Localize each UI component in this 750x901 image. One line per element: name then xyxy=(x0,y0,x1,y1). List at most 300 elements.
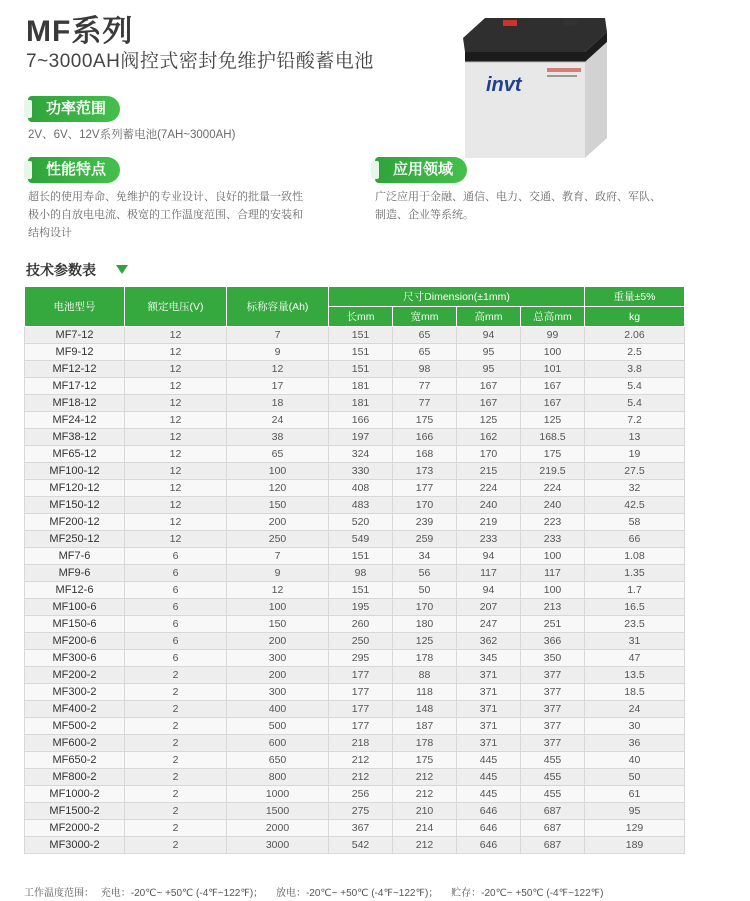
cell-weight: 47 xyxy=(585,650,685,667)
cell-capacity: 150 xyxy=(227,497,329,514)
cell-model: MF1500-2 xyxy=(25,803,125,820)
cell-model: MF150-12 xyxy=(25,497,125,514)
applications-heading: 应用领域 xyxy=(375,157,467,183)
cell-width: 56 xyxy=(393,565,457,582)
cell-weight: 189 xyxy=(585,837,685,854)
cell-total-height: 219.5 xyxy=(521,463,585,480)
cell-total-height: 100 xyxy=(521,344,585,361)
cell-weight: 1.08 xyxy=(585,548,685,565)
cell-width: 88 xyxy=(393,667,457,684)
cell-length: 367 xyxy=(329,820,393,837)
cell-model: MF400-2 xyxy=(25,701,125,718)
cell-length: 177 xyxy=(329,684,393,701)
cell-total-height: 100 xyxy=(521,582,585,599)
cell-voltage: 2 xyxy=(125,752,227,769)
cell-voltage: 12 xyxy=(125,412,227,429)
cell-length: 177 xyxy=(329,718,393,735)
cell-height: 371 xyxy=(457,718,521,735)
cell-capacity: 250 xyxy=(227,531,329,548)
cell-total-height: 167 xyxy=(521,395,585,412)
cell-height: 162 xyxy=(457,429,521,446)
cell-voltage: 2 xyxy=(125,667,227,684)
operating-temperature xyxy=(24,884,614,899)
cell-total-height: 167 xyxy=(521,378,585,395)
cell-total-height: 168.5 xyxy=(521,429,585,446)
cell-model: MF7-12 xyxy=(25,327,125,344)
cell-height: 233 xyxy=(457,531,521,548)
cell-weight: 5.4 xyxy=(585,378,685,395)
cell-weight: 40 xyxy=(585,752,685,769)
cell-width: 259 xyxy=(393,531,457,548)
cell-voltage: 12 xyxy=(125,514,227,531)
features-heading: 性能特点 xyxy=(28,157,120,183)
table-row xyxy=(25,735,685,752)
cell-width: 175 xyxy=(393,412,457,429)
cell-weight: 66 xyxy=(585,531,685,548)
cell-voltage: 6 xyxy=(125,565,227,582)
cell-capacity: 17 xyxy=(227,378,329,395)
cell-total-height: 377 xyxy=(521,667,585,684)
cell-length: 295 xyxy=(329,650,393,667)
cell-model: MF800-2 xyxy=(25,769,125,786)
battery-product-image xyxy=(455,10,615,160)
cell-total-height: 101 xyxy=(521,361,585,378)
cell-model: MF150-6 xyxy=(25,616,125,633)
cell-height: 125 xyxy=(457,412,521,429)
cell-capacity: 12 xyxy=(227,582,329,599)
cell-model: MF100-6 xyxy=(25,599,125,616)
cell-model: MF100-12 xyxy=(25,463,125,480)
cell-voltage: 6 xyxy=(125,548,227,565)
cell-width: 50 xyxy=(393,582,457,599)
power-range-heading: 功率范围 xyxy=(28,96,120,122)
features-line-2: 极小的自放电电流、极宽的工作温度范围、合理的安装和 xyxy=(28,209,303,221)
table-row xyxy=(25,412,685,429)
cell-weight: 1.7 xyxy=(585,582,685,599)
cell-voltage: 12 xyxy=(125,463,227,480)
features-line-1: 超长的使用寿命、免维护的专业设计、良好的批量一致性 xyxy=(28,191,303,203)
table-row xyxy=(25,565,685,582)
power-range-text: 2V、6V、12V系列蓄电池(7AH~3000AH) xyxy=(28,129,236,141)
cell-voltage: 2 xyxy=(125,718,227,735)
cell-width: 178 xyxy=(393,735,457,752)
cell-total-height: 687 xyxy=(521,820,585,837)
spec-table-title: 技术参数表 xyxy=(26,262,96,278)
cell-height: 94 xyxy=(457,582,521,599)
page-title: MF系列 xyxy=(26,15,134,48)
cell-length: 483 xyxy=(329,497,393,514)
table-row xyxy=(25,786,685,803)
cell-height: 646 xyxy=(457,803,521,820)
cell-total-height: 100 xyxy=(521,548,585,565)
cell-weight: 23.5 xyxy=(585,616,685,633)
cell-height: 362 xyxy=(457,633,521,650)
cell-voltage: 2 xyxy=(125,735,227,752)
cell-total-height: 223 xyxy=(521,514,585,531)
cell-model: MF65-12 xyxy=(25,446,125,463)
header-capacity: 标称容量(Ah) xyxy=(227,287,329,327)
cell-voltage: 6 xyxy=(125,599,227,616)
cell-length: 151 xyxy=(329,344,393,361)
cell-height: 240 xyxy=(457,497,521,514)
cell-width: 210 xyxy=(393,803,457,820)
cell-voltage: 12 xyxy=(125,531,227,548)
cell-length: 549 xyxy=(329,531,393,548)
cell-length: 151 xyxy=(329,327,393,344)
cell-total-height: 687 xyxy=(521,803,585,820)
cell-width: 166 xyxy=(393,429,457,446)
cell-length: 151 xyxy=(329,361,393,378)
cell-voltage: 6 xyxy=(125,633,227,650)
cell-capacity: 300 xyxy=(227,684,329,701)
cell-weight: 7.2 xyxy=(585,412,685,429)
cell-model: MF200-6 xyxy=(25,633,125,650)
cell-voltage: 12 xyxy=(125,361,227,378)
table-row xyxy=(25,361,685,378)
cell-width: 77 xyxy=(393,378,457,395)
table-row xyxy=(25,497,685,514)
cell-voltage: 12 xyxy=(125,327,227,344)
cell-width: 65 xyxy=(393,344,457,361)
cell-height: 445 xyxy=(457,752,521,769)
cell-model: MF300-2 xyxy=(25,684,125,701)
cell-voltage: 6 xyxy=(125,650,227,667)
cell-width: 65 xyxy=(393,327,457,344)
table-row xyxy=(25,344,685,361)
cell-weight: 27.5 xyxy=(585,463,685,480)
table-row xyxy=(25,650,685,667)
cell-height: 94 xyxy=(457,548,521,565)
cell-length: 260 xyxy=(329,616,393,633)
cell-voltage: 12 xyxy=(125,480,227,497)
table-row xyxy=(25,820,685,837)
header-length: 长mm xyxy=(329,307,393,327)
cell-capacity: 12 xyxy=(227,361,329,378)
cell-height: 167 xyxy=(457,378,521,395)
cell-width: 173 xyxy=(393,463,457,480)
cell-width: 170 xyxy=(393,497,457,514)
cell-voltage: 12 xyxy=(125,446,227,463)
cell-capacity: 150 xyxy=(227,616,329,633)
cell-length: 218 xyxy=(329,735,393,752)
applications-line-1: 广泛应用于金融、通信、电力、交通、教育、政府、军队、 xyxy=(375,191,661,203)
cell-model: MF38-12 xyxy=(25,429,125,446)
cell-total-height: 377 xyxy=(521,718,585,735)
cell-width: 148 xyxy=(393,701,457,718)
cell-total-height: 233 xyxy=(521,531,585,548)
cell-length: 275 xyxy=(329,803,393,820)
cell-capacity: 400 xyxy=(227,701,329,718)
applications-line-2: 制造、企业等系统。 xyxy=(375,209,474,221)
cell-width: 125 xyxy=(393,633,457,650)
table-row xyxy=(25,548,685,565)
cell-width: 118 xyxy=(393,684,457,701)
header-width: 宽mm xyxy=(393,307,457,327)
cell-capacity: 7 xyxy=(227,548,329,565)
cell-capacity: 200 xyxy=(227,667,329,684)
cell-length: 177 xyxy=(329,667,393,684)
cell-total-height: 117 xyxy=(521,565,585,582)
cell-weight: 50 xyxy=(585,769,685,786)
cell-model: MF12-6 xyxy=(25,582,125,599)
cell-voltage: 2 xyxy=(125,701,227,718)
table-row xyxy=(25,752,685,769)
cell-capacity: 65 xyxy=(227,446,329,463)
cell-height: 646 xyxy=(457,837,521,854)
cell-height: 371 xyxy=(457,735,521,752)
cell-height: 117 xyxy=(457,565,521,582)
cell-weight: 1.35 xyxy=(585,565,685,582)
spec-table xyxy=(24,286,685,854)
cell-model: MF300-6 xyxy=(25,650,125,667)
cell-total-height: 99 xyxy=(521,327,585,344)
cell-weight: 129 xyxy=(585,820,685,837)
cell-capacity: 18 xyxy=(227,395,329,412)
cell-capacity: 3000 xyxy=(227,837,329,854)
table-row xyxy=(25,769,685,786)
cell-capacity: 9 xyxy=(227,565,329,582)
cell-capacity: 7 xyxy=(227,327,329,344)
cell-weight: 32 xyxy=(585,480,685,497)
cell-height: 167 xyxy=(457,395,521,412)
cell-voltage: 6 xyxy=(125,582,227,599)
cell-height: 445 xyxy=(457,786,521,803)
cell-weight: 36 xyxy=(585,735,685,752)
header-model: 电池型号 xyxy=(25,287,125,327)
spec-table-body xyxy=(25,327,685,854)
cell-width: 98 xyxy=(393,361,457,378)
footer-discharge: 放电：-20℃~ +50℃ (-4℉~122℉)； xyxy=(275,888,439,899)
cell-weight: 31 xyxy=(585,633,685,650)
cell-total-height: 366 xyxy=(521,633,585,650)
cell-height: 345 xyxy=(457,650,521,667)
cell-total-height: 224 xyxy=(521,480,585,497)
table-row xyxy=(25,429,685,446)
cell-total-height: 455 xyxy=(521,752,585,769)
cell-weight: 5.4 xyxy=(585,395,685,412)
cell-voltage: 2 xyxy=(125,684,227,701)
cell-height: 95 xyxy=(457,361,521,378)
header-total-height: 总高mm xyxy=(521,307,585,327)
header-kg: kg xyxy=(585,307,685,327)
cell-model: MF250-12 xyxy=(25,531,125,548)
cell-weight: 19 xyxy=(585,446,685,463)
cell-model: MF24-12 xyxy=(25,412,125,429)
cell-total-height: 455 xyxy=(521,786,585,803)
header-weight: 重量±5% xyxy=(585,287,685,307)
cell-capacity: 650 xyxy=(227,752,329,769)
table-row xyxy=(25,667,685,684)
cell-total-height: 125 xyxy=(521,412,585,429)
table-row xyxy=(25,480,685,497)
cell-model: MF12-12 xyxy=(25,361,125,378)
cell-capacity: 9 xyxy=(227,344,329,361)
cell-length: 195 xyxy=(329,599,393,616)
cell-weight: 18.5 xyxy=(585,684,685,701)
table-row xyxy=(25,514,685,531)
cell-weight: 42.5 xyxy=(585,497,685,514)
cell-length: 197 xyxy=(329,429,393,446)
cell-width: 214 xyxy=(393,820,457,837)
cell-capacity: 100 xyxy=(227,463,329,480)
cell-weight: 2.06 xyxy=(585,327,685,344)
cell-weight: 2.5 xyxy=(585,344,685,361)
cell-length: 330 xyxy=(329,463,393,480)
cell-capacity: 800 xyxy=(227,769,329,786)
cell-length: 256 xyxy=(329,786,393,803)
cell-height: 94 xyxy=(457,327,521,344)
cell-length: 181 xyxy=(329,378,393,395)
cell-voltage: 12 xyxy=(125,395,227,412)
cell-model: MF17-12 xyxy=(25,378,125,395)
footer-charge: 充电：-20℃~ +50℃ (-4℉~122℉)； xyxy=(100,888,264,899)
table-row xyxy=(25,616,685,633)
cell-voltage: 12 xyxy=(125,497,227,514)
cell-model: MF18-12 xyxy=(25,395,125,412)
cell-total-height: 350 xyxy=(521,650,585,667)
cell-height: 646 xyxy=(457,820,521,837)
cell-capacity: 200 xyxy=(227,514,329,531)
table-row xyxy=(25,684,685,701)
cell-capacity: 24 xyxy=(227,412,329,429)
cell-capacity: 200 xyxy=(227,633,329,650)
cell-model: MF200-12 xyxy=(25,514,125,531)
table-row xyxy=(25,395,685,412)
battery-brand-logo: invt xyxy=(486,74,522,96)
cell-width: 168 xyxy=(393,446,457,463)
cell-height: 95 xyxy=(457,344,521,361)
cell-height: 371 xyxy=(457,701,521,718)
cell-width: 170 xyxy=(393,599,457,616)
table-row xyxy=(25,463,685,480)
cell-total-height: 377 xyxy=(521,684,585,701)
cell-height: 247 xyxy=(457,616,521,633)
cell-width: 212 xyxy=(393,769,457,786)
cell-capacity: 100 xyxy=(227,599,329,616)
cell-height: 371 xyxy=(457,667,521,684)
cell-length: 250 xyxy=(329,633,393,650)
cell-weight: 3.8 xyxy=(585,361,685,378)
cell-length: 166 xyxy=(329,412,393,429)
cell-capacity: 1000 xyxy=(227,786,329,803)
cell-voltage: 2 xyxy=(125,786,227,803)
cell-length: 177 xyxy=(329,701,393,718)
header-voltage: 额定电压(V) xyxy=(125,287,227,327)
cell-capacity: 300 xyxy=(227,650,329,667)
cell-length: 151 xyxy=(329,548,393,565)
cell-width: 212 xyxy=(393,786,457,803)
cell-height: 224 xyxy=(457,480,521,497)
cell-height: 445 xyxy=(457,769,521,786)
cell-model: MF9-6 xyxy=(25,565,125,582)
cell-model: MF9-12 xyxy=(25,344,125,361)
table-row xyxy=(25,837,685,854)
cell-weight: 95 xyxy=(585,803,685,820)
table-row xyxy=(25,599,685,616)
table-row xyxy=(25,327,685,344)
features-text xyxy=(28,188,348,242)
cell-width: 34 xyxy=(393,548,457,565)
cell-model: MF3000-2 xyxy=(25,837,125,854)
cell-model: MF1000-2 xyxy=(25,786,125,803)
features-line-3: 结构设计 xyxy=(28,227,72,239)
table-row xyxy=(25,701,685,718)
cell-voltage: 12 xyxy=(125,429,227,446)
cell-voltage: 2 xyxy=(125,837,227,854)
cell-height: 215 xyxy=(457,463,521,480)
cell-width: 212 xyxy=(393,837,457,854)
table-row xyxy=(25,378,685,395)
cell-height: 371 xyxy=(457,684,521,701)
cell-length: 212 xyxy=(329,752,393,769)
cell-voltage: 2 xyxy=(125,803,227,820)
cell-total-height: 240 xyxy=(521,497,585,514)
cell-length: 324 xyxy=(329,446,393,463)
cell-total-height: 377 xyxy=(521,735,585,752)
cell-length: 181 xyxy=(329,395,393,412)
cell-length: 408 xyxy=(329,480,393,497)
triangle-down-icon xyxy=(116,265,128,274)
cell-weight: 30 xyxy=(585,718,685,735)
cell-weight: 13 xyxy=(585,429,685,446)
cell-width: 175 xyxy=(393,752,457,769)
cell-length: 98 xyxy=(329,565,393,582)
cell-capacity: 38 xyxy=(227,429,329,446)
cell-model: MF500-2 xyxy=(25,718,125,735)
cell-capacity: 600 xyxy=(227,735,329,752)
cell-voltage: 12 xyxy=(125,344,227,361)
cell-length: 212 xyxy=(329,769,393,786)
cell-capacity: 1500 xyxy=(227,803,329,820)
cell-model: MF120-12 xyxy=(25,480,125,497)
cell-weight: 16.5 xyxy=(585,599,685,616)
footer-label: 工作温度范围： xyxy=(24,888,94,899)
cell-total-height: 687 xyxy=(521,837,585,854)
cell-capacity: 120 xyxy=(227,480,329,497)
cell-voltage: 6 xyxy=(125,616,227,633)
cell-voltage: 2 xyxy=(125,820,227,837)
cell-width: 178 xyxy=(393,650,457,667)
cell-weight: 13.5 xyxy=(585,667,685,684)
cell-width: 177 xyxy=(393,480,457,497)
cell-height: 170 xyxy=(457,446,521,463)
table-row xyxy=(25,446,685,463)
header-height: 高mm xyxy=(457,307,521,327)
applications-text xyxy=(375,188,695,224)
cell-length: 542 xyxy=(329,837,393,854)
table-row xyxy=(25,718,685,735)
cell-width: 180 xyxy=(393,616,457,633)
cell-model: MF7-6 xyxy=(25,548,125,565)
table-row xyxy=(25,582,685,599)
cell-length: 520 xyxy=(329,514,393,531)
header-dimension: 尺寸Dimension(±1mm) xyxy=(329,287,585,307)
cell-height: 207 xyxy=(457,599,521,616)
cell-height: 219 xyxy=(457,514,521,531)
cell-capacity: 500 xyxy=(227,718,329,735)
cell-voltage: 12 xyxy=(125,378,227,395)
footer-storage: 贮存：-20℃~ +50℃ (-4℉~122℉) xyxy=(451,888,604,899)
cell-model: MF2000-2 xyxy=(25,820,125,837)
cell-total-height: 251 xyxy=(521,616,585,633)
cell-width: 77 xyxy=(393,395,457,412)
cell-capacity: 2000 xyxy=(227,820,329,837)
cell-total-height: 175 xyxy=(521,446,585,463)
cell-model: MF200-2 xyxy=(25,667,125,684)
table-row xyxy=(25,531,685,548)
page-subtitle: 7~3000AH阀控式密封免维护铅酸蓄电池 xyxy=(26,51,374,72)
cell-total-height: 455 xyxy=(521,769,585,786)
